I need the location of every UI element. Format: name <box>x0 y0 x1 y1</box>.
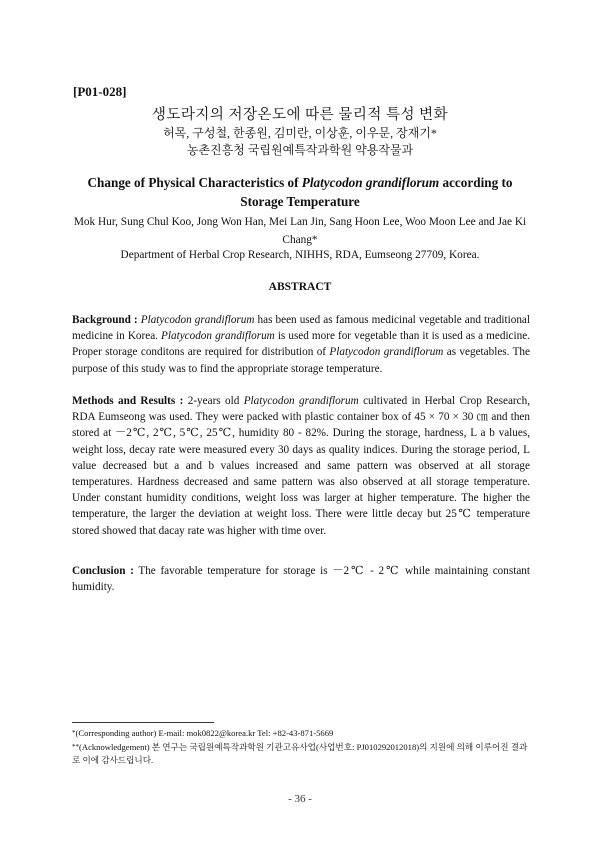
english-title-species: Platycodon grandiflorum <box>301 175 440 190</box>
footnote-mark-2: ** <box>72 743 79 751</box>
background-text-3: is used more for vegetable than it is used as a medicine. Proper storage conditons are required for distribution of <box>72 330 530 359</box>
background-species-2: Platycodon grandiflorum <box>161 330 275 343</box>
footnote-corresponding <box>72 727 532 740</box>
methods-paragraph <box>72 393 530 539</box>
background-paragraph <box>72 312 530 377</box>
footnote-acknowledgement <box>72 741 532 767</box>
background-species-3: Platycodon grandiflorum <box>329 346 444 359</box>
english-title <box>70 173 530 211</box>
background-label: Background : <box>72 314 138 326</box>
methods-species: Platycodon grandiflorum <box>243 395 359 407</box>
english-affiliation: Department of Herbal Crop Research, NIHHS, RDA, Eumseong 27709, Korea. <box>120 249 480 261</box>
methods-label: Methods and Results : <box>72 395 184 407</box>
conclusion-label: Conclusion : <box>72 565 134 577</box>
methods-text-1: 2-years old <box>183 395 244 407</box>
methods-text-2: cultivated in Herbal Crop Research, RDA Eumseong was used. They were packed with plastic container box of 45 × 70 × 30 ㎝ and then stored at －2℃, 2℃, 5℃, 25℃, humidity 80 - 82%. During the storage, hardness, L a b values, weight loss, decay rate were measured every 30 days as quality indices. During the storage period, L value decreased but a and b values increased and same pattern was observed at all storage temperatures. Hardness decreased and same pattern was also observed at all storage temperature. Under constant humidity conditions, weight loss was larger at higher temperature. The higher the temperature, the larger the deviation at weight loss. There were little decay but 25℃ temperature stored showed that dacay rate was higher with time over. <box>72 395 530 537</box>
page-number: - 36 - <box>288 793 312 805</box>
english-title-pre: Change of Physical Characteristics of <box>87 175 302 190</box>
abstract-code: [P01-028] <box>73 84 127 99</box>
background-species-1: Platycodon grandiflorum <box>140 314 255 326</box>
korean-title: 생도라지의 저장온도에 따른 물리적 특성 변화 <box>151 107 449 123</box>
footnote-mark-1: * <box>72 729 76 737</box>
english-title-post: according to Storage Temperature <box>240 175 513 209</box>
english-authors: Mok Hur, Sung Chul Koo, Jong Won Han, Mei Lan Jin, Sang Hoon Lee, Woo Moon Lee and Jae Ki Chang* <box>73 216 527 246</box>
conclusion-text: The favorable temperature for storage is －2℃ - 2℃ while maintaining constant humidity. <box>72 565 530 594</box>
korean-authors: 허목, 구성철, 한종원, 김미란, 이상훈, 이우문, 장재기* <box>163 126 437 140</box>
korean-affiliation: 농촌진흥청 국립원예특작과학원 약용작물과 <box>186 143 414 157</box>
conclusion-paragraph <box>72 563 530 595</box>
footnote-divider <box>72 722 214 723</box>
background-text-4: as vegetables. The purpose of this study was to find the appropriate storage temperature. <box>72 346 530 375</box>
footnote-text-1: (Corresponding author) E-mail: mok0822@korea.kr Tel: +82-43-871-5669 <box>75 728 334 738</box>
abstract-heading: ABSTRACT <box>268 281 332 293</box>
background-text-2: has been used as famous medicinal vegetable and traditional medicine in Korea. <box>72 314 531 343</box>
footnote-text-2: (Acknowledgement) 본 연구는 국립원예특작과학원 기관고유사업(사업번호: PJ010292012018)의 지원에 의해 이루어진 결과로 이에 감사드립니다. <box>72 742 528 765</box>
